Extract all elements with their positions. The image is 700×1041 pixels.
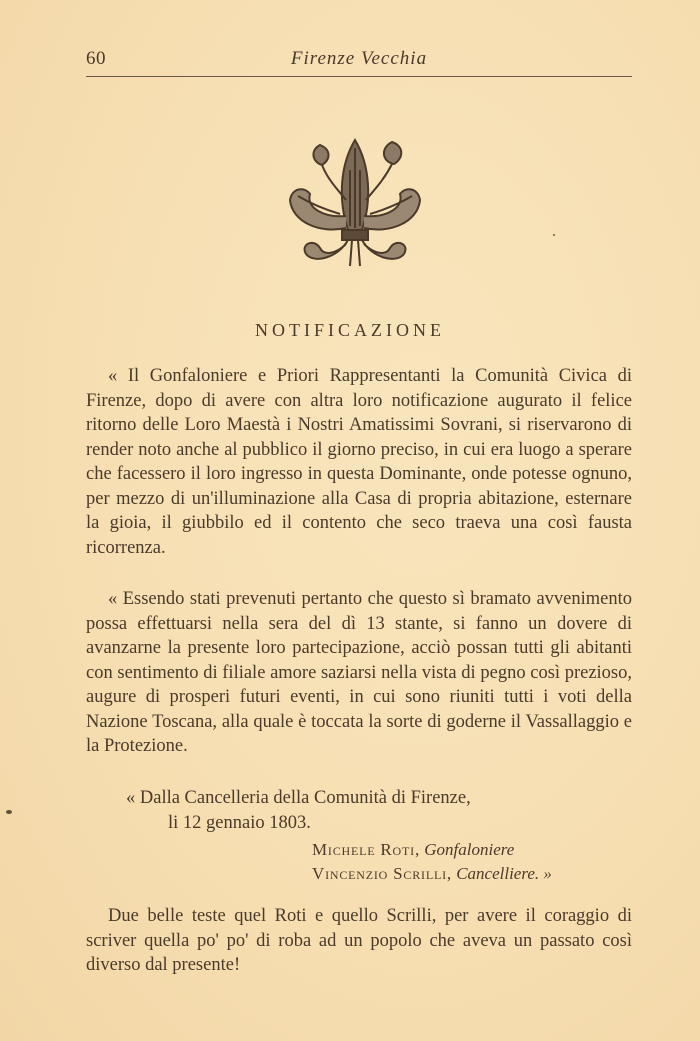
closing-block: [126, 786, 471, 836]
signature-1-name: Michele Roti,: [312, 840, 421, 859]
paragraph-3: [86, 904, 632, 978]
fleur-de-lis-icon: [280, 130, 430, 280]
signature-1: [312, 838, 552, 862]
paragraph-2: [86, 587, 632, 759]
page-header: [86, 48, 632, 74]
signature-1-role: Gonfaloniere: [424, 840, 515, 859]
page-number: 60: [86, 48, 106, 69]
signature-2: [312, 862, 552, 886]
signature-2-name: Vincenzio Scrilli,: [312, 864, 452, 883]
closing-place: « Dalla Cancelleria della Comunità di Firenze,: [126, 788, 471, 808]
paper-speck: [553, 234, 555, 236]
closing-date: li 12 gennaio 1803.: [168, 813, 311, 833]
signature-2-role: Cancelliere. »: [456, 864, 552, 883]
paragraph-1: [86, 364, 632, 560]
paragraph-2-text: « Essendo stati prevenuti pertanto che questo sì bramato avvenimento possa effettuarsi nella sera del dì 13 stante, si fanno un dovere di avanzarne la presente loro partecipazione, acciò possan tutti gli abitanti con sentimento di filiale amore saziarsi nella vista di pegno così prezioso, augure di prosperi futuri eventi, in cui sono riuniti tutti i voti della Nazione Toscana, alla quale è toccata la sorte di goderne il Vassallaggio e la Protezione.: [86, 589, 632, 756]
signature-block: [312, 838, 552, 886]
paragraph-1-text: « Il Gonfaloniere e Priori Rappresentanti la Comunità Civica di Firenze, dopo di avere con altra loro notificazione augurato il felice ritorno delle Loro Maestà i Nostri Amatissimi Sovrani, si riservarono di render noto anche al pubblico il giorno preciso, in cui era luogo a sperare che facessero il loro ingresso in questa Dominante, onde potesse ognuno, per mezzo di un'illuminazione alla Casa di propria abitazione, esternare la gioia, il giubbilo ed il contento che seco traeva una così fausta ricorrenza.: [86, 366, 632, 558]
header-rule: [86, 76, 632, 77]
running-title: Firenze Vecchia: [290, 48, 428, 69]
paragraph-3-text: Due belle teste quel Roti e quello Scrilli, per avere il coraggio di scriver quella po' po' di roba ad un popolo che aveva un passato così diverso dal presente!: [86, 906, 632, 975]
notice-heading: NOTIFICAZIONE: [255, 320, 445, 340]
ink-mark: [6, 810, 12, 814]
